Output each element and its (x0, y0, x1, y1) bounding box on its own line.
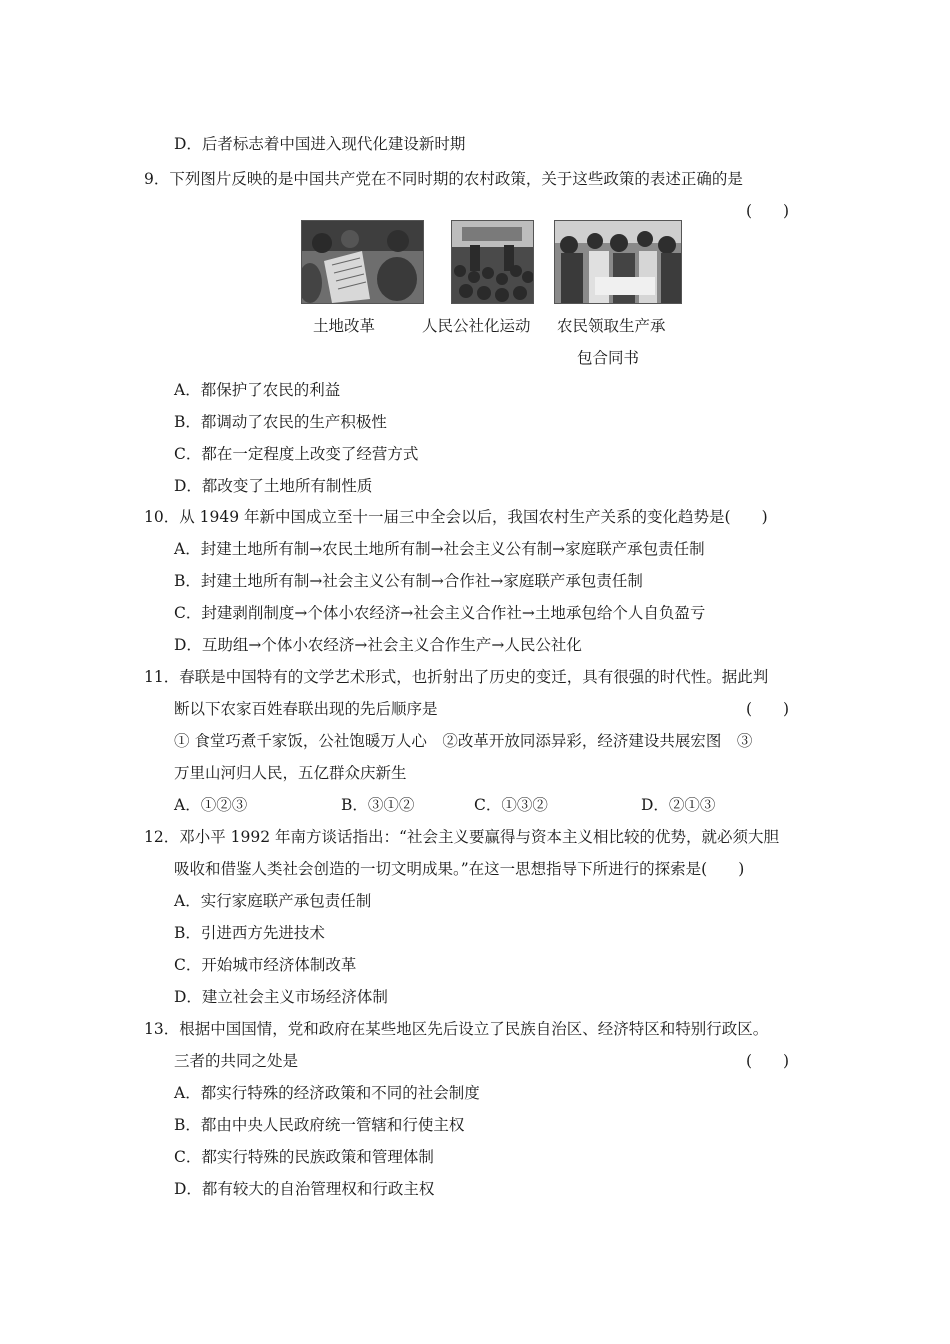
q11-couplets-line2: 万里山河归人民，五亿群众庆新生 (174, 764, 407, 782)
q9-stem: 9．下列图片反映的是中国共产党在不同时期的农村政策，关于这些政策的表述正确的是 (144, 170, 743, 188)
q11-option-a: A．①②③ (174, 796, 248, 814)
q13-option-c: C．都实行特殊的民族政策和管理体制 (174, 1148, 434, 1166)
q13-stem-line1: 13．根据中国国情，党和政府在某些地区先后设立了民族自治区、经济特区和特别行政区。 (144, 1020, 769, 1038)
q12-option-a: A．实行家庭联产承包责任制 (174, 892, 372, 910)
caption-contract-line1: 农民领取生产承 (557, 317, 666, 335)
commune-movement-photo (451, 220, 534, 304)
q12-stem-line2: 吸收和借鉴人类社会创造的一切文明成果。”在这一思想指导下所进行的探索是( ) (174, 860, 745, 878)
land-reform-photo (301, 220, 424, 304)
q9-option-a: A．都保护了农民的利益 (174, 381, 341, 399)
q9-answer-paren: ( ) (746, 202, 790, 220)
q12-option-c: C．开始城市经济体制改革 (174, 956, 357, 974)
q9-option-c: C．都在一定程度上改变了经营方式 (174, 445, 419, 463)
q11-stem-line2: 断以下农家百姓春联出现的先后顺序是 (174, 700, 438, 718)
q11-answer-paren: ( ) (746, 700, 790, 718)
q10-option-b: B．封建土地所有制→社会主义公有制→合作社→家庭联产承包责任制 (174, 572, 643, 590)
q11-couplets-line1: ① 食堂巧煮千家饭，公社饱暖万人心 ②改革开放同添异彩，经济建设共展宏图 ③ (174, 732, 753, 750)
q11-stem-line1: 11．春联是中国特有的文学艺术形式，也折射出了历史的变迁，具有很强的时代性。据此判 (144, 668, 769, 686)
q9-option-b: B．都调动了农民的生产积极性 (174, 413, 387, 431)
q13-answer-paren: ( ) (746, 1052, 790, 1070)
q8-option-d: D．后者标志着中国进入现代化建设新时期 (174, 135, 466, 153)
q11-option-c: C．①③② (474, 796, 548, 814)
q13-option-d: D．都有较大的自治管理权和行政主权 (174, 1180, 435, 1198)
q11-option-d: D．②①③ (641, 796, 716, 814)
q11-option-b: B．③①② (341, 796, 415, 814)
q9-option-d: D．都改变了土地所有制性质 (174, 477, 373, 495)
q12-option-b: B．引进西方先进技术 (174, 924, 325, 942)
caption-contract-line2: 包合同书 (577, 349, 640, 367)
q13-option-a: A．都实行特殊的经济政策和不同的社会制度 (174, 1084, 480, 1102)
q10-option-a: A．封建土地所有制→农民土地所有制→社会主义公有制→家庭联产承包责任制 (174, 540, 705, 558)
q13-stem-line2: 三者的共同之处是 (174, 1052, 299, 1070)
q12-stem-line1: 12．邓小平 1992 年南方谈话指出：“社会主义要赢得与资本主义相比较的优势，就必须大胆 (144, 828, 779, 846)
q10-option-c: C．封建剥削制度→个体小农经济→社会主义合作社→土地承包给个人自负盈亏 (174, 604, 706, 622)
contract-responsibility-photo (554, 220, 682, 304)
caption-commune: 人民公社化运动 (422, 317, 531, 335)
q13-option-b: B．都由中央人民政府统一管辖和行使主权 (174, 1116, 465, 1134)
caption-land-reform: 土地改革 (313, 317, 376, 335)
q10-option-d: D．互助组→个体小农经济→社会主义合作生产→人民公社化 (174, 636, 582, 654)
q12-option-d: D．建立社会主义市场经济体制 (174, 988, 388, 1006)
q10-stem: 10．从 1949 年新中国成立至十一届三中全会以后，我国农村生产关系的变化趋势是( ) (144, 508, 768, 526)
